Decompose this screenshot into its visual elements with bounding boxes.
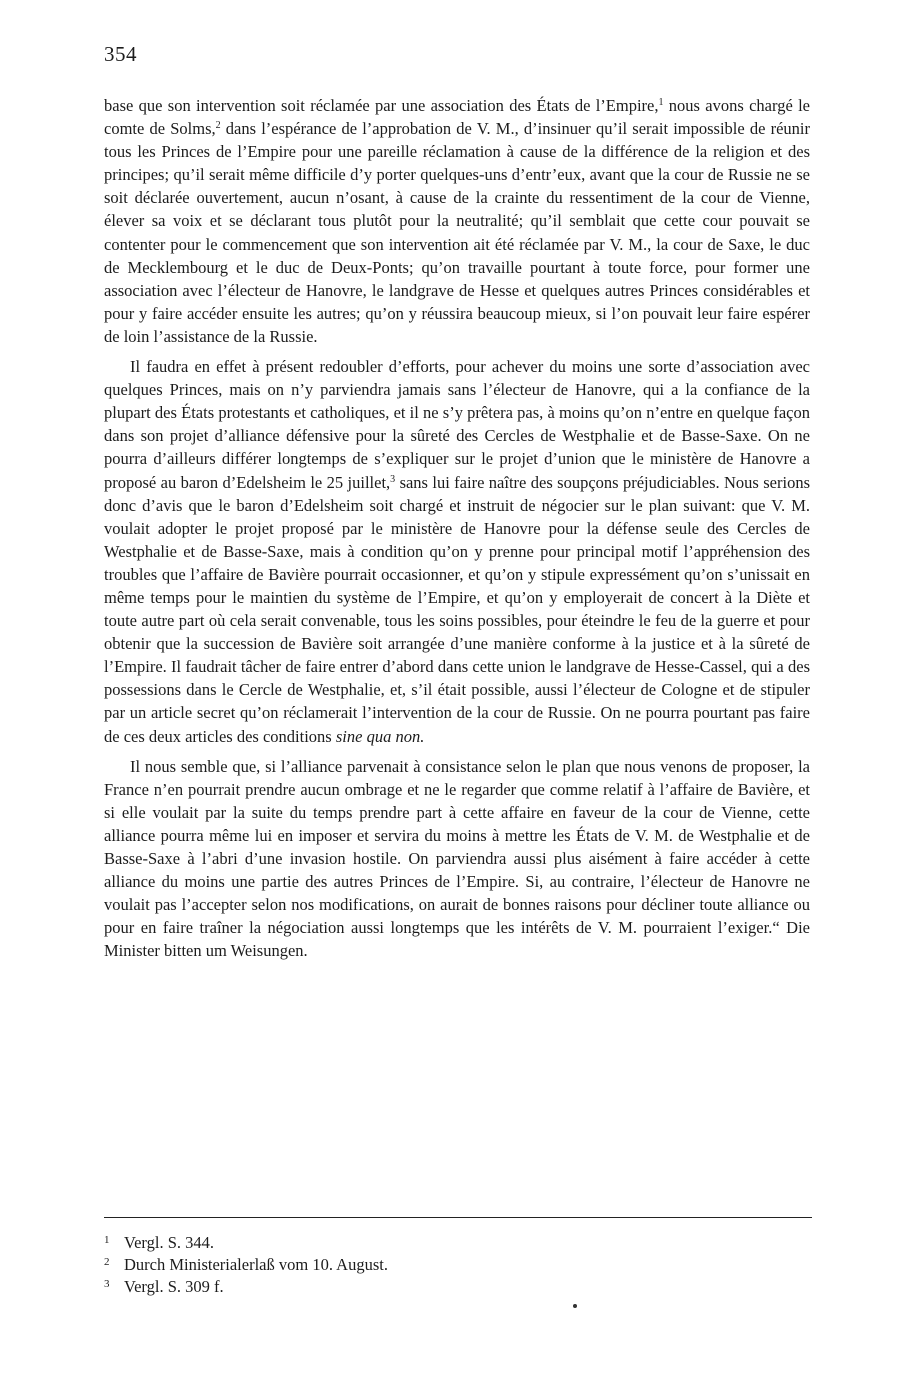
text-run: base que son intervention soit réclamée par une association des États de l’Empire, — [104, 96, 659, 115]
paragraph — [104, 755, 810, 963]
text-run: sans lui faire naître des soupçons préjudiciables. Nous serions donc d’avis que le baron d’Edelsheim soit chargé et instruit de négocier sur le plan suivant: que V. M. voulait adopter le projet proposé par le ministère de Hanovre pour la défense seule des Cercles de Westphalie et de Basse-Saxe, mais à condition qu’on y prenne pour principal motif l’appréhension des troubles que l’affaire de Bavière pourrait occasionner, et qu’on y stipule expressément qu’on s’unissait en même temps pour le maintien du système de l’Empire, et qu’on y employerait de concert à la Diète et toute autre part où cela serait convenable, tous les soins possibles, pour éteindre le feu de la guerre et pour obtenir que la succession de Bavière soit arrangée d’une manière conforme à la justice et à la sûreté de l’Empire. Il faudrait tâcher de faire entrer d’abord dans cette union le landgrave de Hesse-Cassel, qui a des possessions dans le Cercle de Westphalie, et, s’il était possible, aussi l’électeur de Cologne et de stipuler par un article secret qu’on réclamerait l’intervention de la cour de Russie. On ne pourra pourtant pas faire de ces deux articles des conditions — [104, 472, 810, 746]
body-text — [104, 94, 810, 969]
footnote-text: Vergl. S. 344. — [124, 1233, 214, 1252]
page-number: 354 — [104, 42, 137, 66]
footnote: 1 Vergl. S. 344. — [104, 1233, 214, 1252]
footnote-ref: 1 — [658, 97, 664, 108]
text-run: Il faudra en effet à présent redoubler d’efforts, pour achever du moins une sorte d’association avec quelques Princes, mais on n’y parviendra jamais sans l’électeur de Hanovre, qui a la confiance de la plupart des États protestants et catholiques, et il ne s’y prêtera pas, à moins qu’on n’entre en quelque façon dans son projet d’alliance défensive pour la sûreté des Cercles de Westphalie et de Basse-Saxe. On ne pourra d’ailleurs différer longtemps de s’expliquer sur le projet d’union que le ministère de Hanovre a proposé au baron d’Edelsheim le 25 juillet, — [104, 357, 810, 492]
print-speck — [573, 1304, 577, 1308]
footnote: 2 Durch Ministerialerlaß vom 10. August. — [104, 1255, 388, 1274]
italic-text: sine qua non. — [335, 726, 425, 746]
text-run: dans l’espérance de l’approbation de V. M., d’insinuer qu’il serait impossible de réunir tous les Princes de l’Empire pour une pareille réclamation à cause de la différence de la religion et des principes; qu’il serait même difficile d’y porter quelques-uns d’entr’eux, avant que la cour de Russie ne se soit déclarée ouvertement, aucun n’osant, à cause de la crainte du ressentiment de la cour de Vienne, élever sa voix et se déclarant tous plutôt pour la neutralité; qu’il semblait que cette cour pouvait se contenter pour le commencement que son intervention ait été réclamée par V. M., la cour de Saxe, le duc de Mecklembourg et le duc de Deux-Ponts; qu’on travaille pourtant à toute force, pour former une association avec l’électeur de Hanovre, le landgrave de Hesse et quelques autres Princes considérables et pour y faire accéder ensuite les autres; qu’on y réussira beaucoup mieux, si l’on pouvait leur faire espérer de loin l’assistance de la Russie. — [104, 119, 811, 346]
footnote: 3 Vergl. S. 309 f. — [104, 1277, 224, 1296]
footnote-divider — [104, 1217, 812, 1218]
text-run: Il nous semble que, si l’alliance parvenait à consistance selon le plan que nous venons de proposer, la France n’en pourrait prendre aucun ombrage et ne le regarder que comme relatif à l’affaire de Bavière, et si elle voulait par la suite du temps prendre part à cette affaire en faveur de la cour de Vienne, cette alliance pourra même lui en imposer et servira du moins à mettre les États de V. M. de Westphalie et de Basse-Saxe à l’abri d’une invasion hostile. On parviendra aussi plus aisément à faire accéder à cette alliance du moins une partie des autres Princes de l’Empire. Si, au contraire, l’électeur de Hanovre ne voulait pas l’accepter selon nos modifications, on aurait de bonnes raisons pour décliner toute alliance ou pour en faire traîner la négociation aussi longtemps que les intérêts de V. M. pourraient l’exiger.“ Die Minister bitten um Weisungen. — [104, 756, 810, 961]
footnote-text: Durch Ministerialerlaß vom 10. August. — [124, 1255, 388, 1274]
paragraph — [104, 355, 810, 748]
footnotes — [104, 1232, 810, 1298]
footnote-ref: 2 — [215, 120, 221, 132]
footnote-ref: 3 — [390, 473, 396, 485]
text-run: nous avons chargé le comte de Solms, — [104, 96, 810, 139]
footnote-text: Vergl. S. 309 f. — [124, 1277, 224, 1296]
paragraph — [104, 94, 810, 348]
